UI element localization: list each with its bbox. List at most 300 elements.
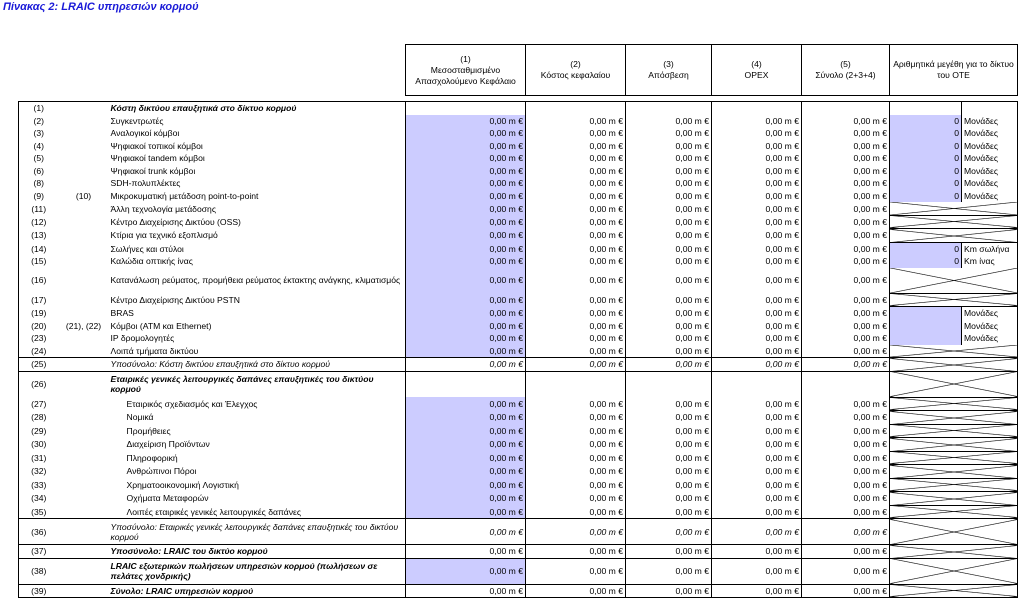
row-ref xyxy=(59,268,109,294)
row-label: Σωλήνες και στύλοι xyxy=(109,242,406,255)
row-label: LRAIC εξωτερικών πωλήσεων υπηρεσιών κορμού (πωλήσεων σε πελάτες χονδρικής) xyxy=(109,558,406,584)
row-ref: (10) xyxy=(75,190,92,201)
value-cost-of-capital: 0,00 m € xyxy=(526,127,626,140)
table-row xyxy=(19,505,1018,519)
row-label: Λοιπές εταιρικές γενικές λειτουργικές δαπάνες xyxy=(109,505,406,519)
row-number: (27) xyxy=(19,397,59,411)
value-total: 0,00 m € xyxy=(802,242,890,255)
value-cost-of-capital: 0,00 m € xyxy=(526,307,626,320)
value-depreciation xyxy=(626,102,712,115)
value-cost-of-capital: 0,00 m € xyxy=(526,215,626,229)
value-cost-of-capital: 0,00 m € xyxy=(526,268,626,294)
unit: Μονάδες xyxy=(962,177,1018,190)
value-depreciation: 0,00 m € xyxy=(626,320,712,333)
value-total: 0,00 m € xyxy=(802,505,890,519)
value-total: 0,00 m € xyxy=(802,202,890,215)
value-opex: 0,00 m € xyxy=(712,152,802,165)
row-ref xyxy=(59,255,109,268)
table-row xyxy=(19,202,1018,215)
row-label: Χρηματοοικονομική Λογιστική xyxy=(109,478,406,492)
crossed-cell xyxy=(890,584,1018,598)
row-label: Άλλη τεχνολογία μετάδοσης xyxy=(109,202,406,215)
value-total: 0,00 m € xyxy=(802,438,890,452)
row-number: (32) xyxy=(19,465,59,479)
table-row xyxy=(19,320,1018,333)
value-opex: 0,00 m € xyxy=(712,307,802,320)
value-cost-of-capital: 0,00 m € xyxy=(526,451,626,465)
row-number: (28) xyxy=(19,411,59,425)
value-opex: 0,00 m € xyxy=(712,177,802,190)
crossed-cell xyxy=(890,293,1018,307)
value-cost-of-capital: 0,00 m € xyxy=(526,478,626,492)
value-capital: 0,00 m € xyxy=(406,307,526,320)
row-ref xyxy=(59,332,109,345)
value-depreciation: 0,00 m € xyxy=(626,115,712,128)
value-opex: 0,00 m € xyxy=(712,519,802,545)
quantity: 0 xyxy=(890,255,962,268)
value-capital: 0,00 m € xyxy=(406,358,526,372)
value-opex: 0,00 m € xyxy=(712,465,802,479)
value-depreciation: 0,00 m € xyxy=(626,505,712,519)
value-depreciation: 0,00 m € xyxy=(626,424,712,438)
value-depreciation: 0,00 m € xyxy=(626,478,712,492)
value-capital: 0,00 m € xyxy=(406,229,526,243)
unit xyxy=(962,102,1018,115)
col-header-opex: (4) OPEX xyxy=(712,45,802,96)
table-row xyxy=(19,140,1018,153)
value-capital: 0,00 m € xyxy=(406,242,526,255)
value-capital: 0,00 m € xyxy=(406,424,526,438)
unit: Μονάδες xyxy=(962,165,1018,178)
value-depreciation: 0,00 m € xyxy=(626,519,712,545)
table-row xyxy=(19,424,1018,438)
value-opex: 0,00 m € xyxy=(712,411,802,425)
row-number: (4) xyxy=(19,140,59,153)
value-capital: 0,00 m € xyxy=(406,492,526,506)
row-label: BRAS xyxy=(109,307,406,320)
value-total: 0,00 m € xyxy=(802,332,890,345)
unit: Μονάδες xyxy=(962,307,1018,320)
row-number: (16) xyxy=(19,268,59,294)
table-row xyxy=(19,242,1018,255)
quantity: 0 xyxy=(890,177,962,190)
value-depreciation: 0,00 m € xyxy=(626,545,712,559)
row-number: (39) xyxy=(19,584,59,598)
value-capital: 0,00 m € xyxy=(406,165,526,178)
value-opex xyxy=(712,371,802,397)
lraic-table xyxy=(18,44,1018,598)
row-number: (14) xyxy=(19,242,59,255)
value-total: 0,00 m € xyxy=(802,127,890,140)
value-capital: 0,00 m € xyxy=(406,465,526,479)
row-number: (34) xyxy=(19,492,59,506)
row-label: Κτίρια για τεχνικό εξοπλισμό xyxy=(109,229,406,243)
value-cost-of-capital: 0,00 m € xyxy=(526,242,626,255)
value-depreciation: 0,00 m € xyxy=(626,345,712,358)
value-cost-of-capital: 0,00 m € xyxy=(526,115,626,128)
value-capital: 0,00 m € xyxy=(406,320,526,333)
value-cost-of-capital: 0,00 m € xyxy=(526,411,626,425)
value-depreciation: 0,00 m € xyxy=(626,229,712,243)
value-total xyxy=(802,371,890,397)
row-number: (25) xyxy=(19,358,59,372)
col-header-total: (5) Σύνολο (2+3+4) xyxy=(802,45,890,96)
value-capital: 0,00 m € xyxy=(406,255,526,268)
value-depreciation: 0,00 m € xyxy=(626,584,712,598)
row-number: (33) xyxy=(19,478,59,492)
table-row xyxy=(19,190,1018,203)
col-header-quantities: Αριθμητικά μεγέθη για το δίκτυο του ΟΤΕ xyxy=(890,45,1018,96)
row-ref xyxy=(59,492,109,506)
value-capital: 0,00 m € xyxy=(406,411,526,425)
row-ref xyxy=(59,127,109,140)
row-ref xyxy=(59,165,109,178)
row-ref xyxy=(59,478,109,492)
crossed-cell xyxy=(890,397,1018,411)
row-number: (9) xyxy=(19,190,59,203)
value-opex: 0,00 m € xyxy=(712,332,802,345)
value-cost-of-capital: 0,00 m € xyxy=(526,545,626,559)
row-number: (26) xyxy=(19,371,59,397)
value-capital: 0,00 m € xyxy=(406,293,526,307)
quantity: 0 xyxy=(890,242,962,255)
value-total: 0,00 m € xyxy=(802,478,890,492)
table-row xyxy=(19,558,1018,584)
row-label: Εταιρικές γενικές λειτουργικές δαπάνες επαυξητικές του δικτύου κορμού xyxy=(109,371,406,397)
row-ref xyxy=(59,152,109,165)
row-number: (15) xyxy=(19,255,59,268)
table-row xyxy=(19,451,1018,465)
row-label: Υποσύνολο: LRAIC του δικτύο κορμού xyxy=(109,545,406,559)
row-label: Αναλογικοί κόμβοι xyxy=(109,127,406,140)
table-row xyxy=(19,371,1018,397)
value-capital xyxy=(406,371,526,397)
row-ref xyxy=(59,397,109,411)
row-ref xyxy=(59,371,109,397)
row-number: (11) xyxy=(19,202,59,215)
value-depreciation: 0,00 m € xyxy=(626,202,712,215)
value-total: 0,00 m € xyxy=(802,140,890,153)
value-cost-of-capital xyxy=(526,102,626,115)
value-depreciation: 0,00 m € xyxy=(626,165,712,178)
value-opex: 0,00 m € xyxy=(712,345,802,358)
row-ref xyxy=(59,451,109,465)
value-capital: 0,00 m € xyxy=(406,152,526,165)
quantity: 0 xyxy=(890,152,962,165)
value-capital: 0,00 m € xyxy=(406,202,526,215)
row-ref xyxy=(59,345,109,358)
value-capital: 0,00 m € xyxy=(406,115,526,128)
value-total: 0,00 m € xyxy=(802,320,890,333)
table-row xyxy=(19,438,1018,452)
unit: Μονάδες xyxy=(962,127,1018,140)
value-opex: 0,00 m € xyxy=(712,127,802,140)
value-total: 0,00 m € xyxy=(802,451,890,465)
value-total: 0,00 m € xyxy=(802,215,890,229)
value-total: 0,00 m € xyxy=(802,307,890,320)
table-row xyxy=(19,177,1018,190)
row-number: (2) xyxy=(19,115,59,128)
value-opex: 0,00 m € xyxy=(712,358,802,372)
value-opex: 0,00 m € xyxy=(712,268,802,294)
header-row xyxy=(19,45,1018,96)
value-total: 0,00 m € xyxy=(802,558,890,584)
table-row xyxy=(19,411,1018,425)
row-ref xyxy=(59,229,109,243)
row-label: Συγκεντρωτές xyxy=(109,115,406,128)
value-depreciation xyxy=(626,371,712,397)
value-opex: 0,00 m € xyxy=(712,545,802,559)
row-ref: (21), (22) xyxy=(65,320,102,331)
crossed-cell xyxy=(890,371,1018,397)
value-opex: 0,00 m € xyxy=(712,451,802,465)
value-total: 0,00 m € xyxy=(802,411,890,425)
value-cost-of-capital: 0,00 m € xyxy=(526,293,626,307)
row-number: (1) xyxy=(19,102,59,115)
value-capital: 0,00 m € xyxy=(406,438,526,452)
value-total: 0,00 m € xyxy=(802,152,890,165)
row-number: (37) xyxy=(19,545,59,559)
row-ref xyxy=(59,293,109,307)
quantity: 0 xyxy=(890,165,962,178)
value-total: 0,00 m € xyxy=(802,584,890,598)
value-depreciation: 0,00 m € xyxy=(626,215,712,229)
row-ref xyxy=(59,140,109,153)
value-total: 0,00 m € xyxy=(802,358,890,372)
crossed-cell xyxy=(890,478,1018,492)
table-row xyxy=(19,584,1018,598)
table-row xyxy=(19,152,1018,165)
value-capital: 0,00 m € xyxy=(406,478,526,492)
row-ref xyxy=(59,102,109,115)
value-capital: 0,00 m € xyxy=(406,519,526,545)
row-ref xyxy=(59,411,109,425)
value-opex: 0,00 m € xyxy=(712,140,802,153)
row-ref xyxy=(59,242,109,255)
unit: Μονάδες xyxy=(962,320,1018,333)
row-label: Καλώδια οπτικής ίνας xyxy=(109,255,406,268)
value-cost-of-capital: 0,00 m € xyxy=(526,320,626,333)
row-label: Ψηφιακοί trunk κόμβοι xyxy=(109,165,406,178)
row-number: (8) xyxy=(19,177,59,190)
value-cost-of-capital: 0,00 m € xyxy=(526,505,626,519)
value-capital: 0,00 m € xyxy=(406,140,526,153)
value-depreciation: 0,00 m € xyxy=(626,190,712,203)
table-row xyxy=(19,115,1018,128)
value-opex xyxy=(712,102,802,115)
row-label: IP δρομολογητές xyxy=(109,332,406,345)
quantity xyxy=(890,307,962,320)
row-number: (35) xyxy=(19,505,59,519)
unit: Μονάδες xyxy=(962,332,1018,345)
crossed-cell xyxy=(890,268,1018,294)
value-total: 0,00 m € xyxy=(802,177,890,190)
row-ref xyxy=(59,584,109,598)
value-total: 0,00 m € xyxy=(802,397,890,411)
value-opex: 0,00 m € xyxy=(712,492,802,506)
quantity: 0 xyxy=(890,190,962,203)
value-capital xyxy=(406,102,526,115)
value-opex: 0,00 m € xyxy=(712,558,802,584)
row-label: Εταιρικός σχεδιασμός και Έλεγχος xyxy=(109,397,406,411)
value-total: 0,00 m € xyxy=(802,545,890,559)
value-capital: 0,00 m € xyxy=(406,190,526,203)
quantity xyxy=(890,102,962,115)
value-depreciation: 0,00 m € xyxy=(626,397,712,411)
row-label: Κατανάλωση ρεύματος, προμήθεια ρεύματος έκτακτης ανάγκης, κλιματισμός xyxy=(109,268,406,294)
value-depreciation: 0,00 m € xyxy=(626,307,712,320)
value-opex: 0,00 m € xyxy=(712,190,802,203)
crossed-cell xyxy=(890,545,1018,559)
value-opex: 0,00 m € xyxy=(712,424,802,438)
table-row xyxy=(19,358,1018,372)
value-depreciation: 0,00 m € xyxy=(626,332,712,345)
row-label: Νομικά xyxy=(109,411,406,425)
crossed-cell xyxy=(890,229,1018,243)
row-ref xyxy=(59,465,109,479)
row-ref xyxy=(59,202,109,215)
table-row xyxy=(19,102,1018,115)
row-number: (20) xyxy=(19,320,59,333)
unit: Μονάδες xyxy=(962,140,1018,153)
quantity xyxy=(890,320,962,333)
crossed-cell xyxy=(890,558,1018,584)
value-depreciation: 0,00 m € xyxy=(626,492,712,506)
value-cost-of-capital: 0,00 m € xyxy=(526,492,626,506)
quantity: 0 xyxy=(890,127,962,140)
value-total: 0,00 m € xyxy=(802,293,890,307)
row-number: (36) xyxy=(19,519,59,545)
value-opex: 0,00 m € xyxy=(712,505,802,519)
crossed-cell xyxy=(890,492,1018,506)
row-number: (13) xyxy=(19,229,59,243)
row-label: Μικροκυματική μετάδοση point-to-point xyxy=(109,190,406,203)
row-number: (6) xyxy=(19,165,59,178)
table-row xyxy=(19,127,1018,140)
value-depreciation: 0,00 m € xyxy=(626,451,712,465)
value-cost-of-capital: 0,00 m € xyxy=(526,177,626,190)
table-row xyxy=(19,165,1018,178)
value-depreciation: 0,00 m € xyxy=(626,293,712,307)
row-number: (31) xyxy=(19,451,59,465)
value-cost-of-capital: 0,00 m € xyxy=(526,152,626,165)
row-number: (30) xyxy=(19,438,59,452)
value-cost-of-capital: 0,00 m € xyxy=(526,519,626,545)
table-title: Πίνακας 2: LRAIC υπηρεσιών κορμού xyxy=(3,1,199,13)
table-row xyxy=(19,307,1018,320)
table-row xyxy=(19,519,1018,545)
crossed-cell xyxy=(890,438,1018,452)
value-depreciation: 0,00 m € xyxy=(626,438,712,452)
value-depreciation: 0,00 m € xyxy=(626,127,712,140)
crossed-cell xyxy=(890,424,1018,438)
table-row xyxy=(19,492,1018,506)
value-total: 0,00 m € xyxy=(802,165,890,178)
value-total: 0,00 m € xyxy=(802,229,890,243)
value-total: 0,00 m € xyxy=(802,519,890,545)
row-label: Κόστη δικτύου επαυξητικά στο δίκτυο κορμού xyxy=(109,102,406,115)
col-header-capital: (1) Μεσοσταθμισμένο Απασχολούμενο Κεφάλαιο xyxy=(406,45,526,96)
value-total: 0,00 m € xyxy=(802,465,890,479)
unit: Km ίνας xyxy=(962,255,1018,268)
row-label: Διαχείριση Προϊόντων xyxy=(109,438,406,452)
value-opex: 0,00 m € xyxy=(712,255,802,268)
crossed-cell xyxy=(890,345,1018,358)
value-capital: 0,00 m € xyxy=(406,545,526,559)
row-number: (17) xyxy=(19,293,59,307)
unit: Km σωλήνα xyxy=(962,242,1018,255)
row-label: Σύνολο: LRAIC υπηρεσιών κορμού xyxy=(109,584,406,598)
value-opex: 0,00 m € xyxy=(712,438,802,452)
row-ref xyxy=(59,558,109,584)
table-row xyxy=(19,465,1018,479)
row-ref xyxy=(59,307,109,320)
value-capital: 0,00 m € xyxy=(406,345,526,358)
row-label: Προμήθειες xyxy=(109,424,406,438)
value-depreciation: 0,00 m € xyxy=(626,268,712,294)
value-capital: 0,00 m € xyxy=(406,127,526,140)
row-label: Κέντρο Διαχείρισης Δικτύου (OSS) xyxy=(109,215,406,229)
value-cost-of-capital xyxy=(526,371,626,397)
table-row xyxy=(19,268,1018,294)
quantity: 0 xyxy=(890,140,962,153)
table-row xyxy=(19,229,1018,243)
value-total: 0,00 m € xyxy=(802,115,890,128)
unit: Μονάδες xyxy=(962,115,1018,128)
row-ref xyxy=(59,505,109,519)
row-number: (5) xyxy=(19,152,59,165)
crossed-cell xyxy=(890,465,1018,479)
value-opex: 0,00 m € xyxy=(712,215,802,229)
value-opex: 0,00 m € xyxy=(712,397,802,411)
value-cost-of-capital: 0,00 m € xyxy=(526,165,626,178)
value-capital: 0,00 m € xyxy=(406,558,526,584)
row-number: (29) xyxy=(19,424,59,438)
table-row xyxy=(19,545,1018,559)
value-cost-of-capital: 0,00 m € xyxy=(526,202,626,215)
row-ref xyxy=(59,177,109,190)
value-opex: 0,00 m € xyxy=(712,242,802,255)
row-ref xyxy=(59,215,109,229)
value-capital: 0,00 m € xyxy=(406,397,526,411)
value-opex: 0,00 m € xyxy=(712,115,802,128)
row-number: (12) xyxy=(19,215,59,229)
table-row xyxy=(19,215,1018,229)
value-cost-of-capital: 0,00 m € xyxy=(526,255,626,268)
value-cost-of-capital: 0,00 m € xyxy=(526,397,626,411)
row-ref xyxy=(59,519,109,545)
crossed-cell xyxy=(890,451,1018,465)
value-total: 0,00 m € xyxy=(802,492,890,506)
table-row xyxy=(19,478,1018,492)
value-opex: 0,00 m € xyxy=(712,293,802,307)
value-cost-of-capital: 0,00 m € xyxy=(526,438,626,452)
value-opex: 0,00 m € xyxy=(712,584,802,598)
value-depreciation: 0,00 m € xyxy=(626,177,712,190)
col-header-depreciation: (3) Απόσβεση xyxy=(626,45,712,96)
value-depreciation: 0,00 m € xyxy=(626,255,712,268)
value-capital: 0,00 m € xyxy=(406,177,526,190)
crossed-cell xyxy=(890,215,1018,229)
value-capital: 0,00 m € xyxy=(406,215,526,229)
row-label: Ψηφιακοί tandem κόμβοι xyxy=(109,152,406,165)
row-ref xyxy=(59,438,109,452)
table-row xyxy=(19,397,1018,411)
value-total: 0,00 m € xyxy=(802,345,890,358)
value-opex: 0,00 m € xyxy=(712,202,802,215)
table-row xyxy=(19,345,1018,358)
unit: Μονάδες xyxy=(962,152,1018,165)
